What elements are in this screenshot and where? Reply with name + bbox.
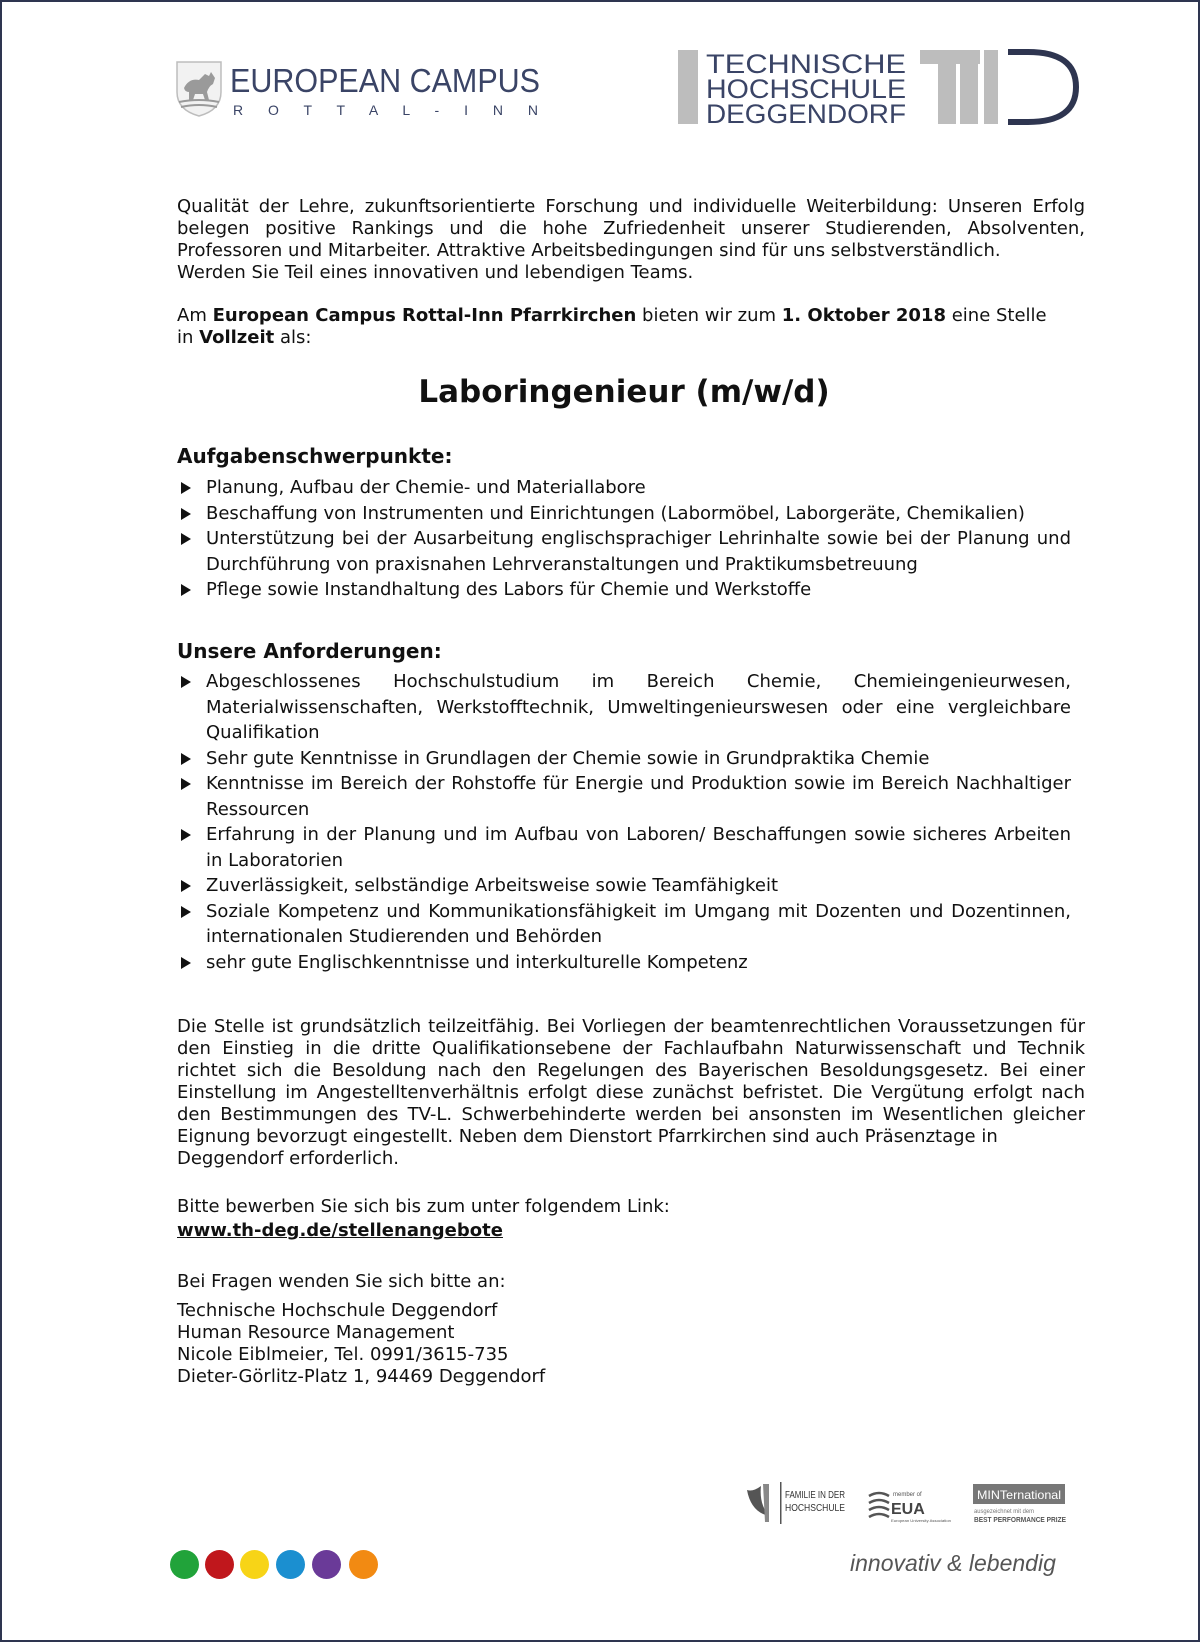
- mint-sub1: ausgezeichnet mit dem: [974, 1509, 1034, 1515]
- contact-intro: Bei Fragen wenden Sie sich bitte an:: [177, 1271, 506, 1292]
- list-item: Abgeschlossenes Hochschulstudium im Bereich Chemie, Chemieingenieurwesen, Materialwissenschaften, Werkstofftechnik, Umweltingenieurswesen oder eine vergleichbare Qualifikation: [177, 669, 1071, 746]
- job-title: Laboringenieur (m/w/d): [418, 374, 830, 410]
- color-dot: [240, 1550, 269, 1579]
- conditions-last-line: Deggendorf erforderlich.: [177, 1148, 400, 1169]
- requirements-heading: Unsere Anforderungen:: [177, 639, 442, 663]
- application-link[interactable]: www.th-deg.de/stellenangebote: [177, 1220, 503, 1241]
- thd-line1: TECHNISCHE: [706, 49, 906, 79]
- thd-line3: DEGGENDORF: [706, 99, 906, 126]
- color-dot: [205, 1550, 234, 1579]
- familie-in-der-hochschule-logo: [747, 1482, 845, 1524]
- tasks-heading: Aufgabenschwerpunkte:: [177, 444, 453, 468]
- offer-paragraph: [177, 305, 1085, 349]
- list-item: Erfahrung in der Planung und im Aufbau von Laboren/ Beschaffungen sowie sicheres Arbeiten in Laboratorien: [177, 822, 1071, 873]
- offer-date: 1. Oktober 2018: [781, 305, 946, 326]
- contact-line: Human Resource Management: [177, 1322, 455, 1343]
- list-item: Zuverlässigkeit, selbständige Arbeitsweise sowie Teamfähigkeit: [177, 873, 1071, 899]
- conditions-text: Die Stelle ist grundsätzlich teilzeitfähig. Bei Vorliegen der beamtenrechtlichen Voraussetzungen für den Einstieg in die dritte Qualifikationsebene der Fachlaufbahn Naturwissenschaft und Technik richtet sich die Besoldung nach den Regelungen des Bayerischen Besoldungsgesetz. Bei einer Einstellung im Angestelltenverhältnis erfolgt diese zunächst befristet. Die Vergütung erfolgt nach den Bestimmungen des TV-L. Schwerbehinderte werden bei ansonsten im Wesentlichen gleicher Eignung bevorzugt eingestellt. Neben dem Dienstort Pfarrkirchen sind auch Präsenztage in: [177, 1016, 1085, 1147]
- color-dot: [276, 1550, 305, 1579]
- contact-line: Nicole Eiblmeier, Tel. 0991/3615-735: [177, 1344, 509, 1365]
- offer-suffix1: eine Stelle: [945, 305, 1047, 326]
- list-item: Planung, Aufbau der Chemie- und Materiallabore: [177, 475, 1071, 501]
- list-item: Sehr gute Kenntnisse in Grundlagen der Chemie sowie in Grundpraktika Chemie: [177, 746, 1071, 772]
- intro-paragraph: [177, 196, 1085, 284]
- intro-last-line: Werden Sie Teil eines innovativen und lebendigen Teams.: [177, 262, 694, 283]
- thd-bar-left: [678, 50, 698, 124]
- color-dot: [312, 1550, 341, 1579]
- list-item: Soziale Kompetenz und Kommunikationsfähigkeit im Umgang mit Dozenten und Dozentinnen, internationalen Studierenden und Behörden: [177, 899, 1071, 950]
- contact-address: [177, 1300, 545, 1388]
- thd-line2: HOCHSCHULE: [706, 74, 906, 104]
- conditions-paragraph: [177, 1016, 1085, 1170]
- eua-sub-text: European University Association: [891, 1518, 951, 1523]
- mint-text: MINTernational: [977, 1488, 1061, 1502]
- minternational-logo: [973, 1484, 1066, 1524]
- list-item: Pflege sowie Instandhaltung des Labors für Chemie und Werkstoffe: [177, 577, 1071, 603]
- familie-line2: HOCHSCHULE: [785, 1503, 846, 1514]
- eua-small-text: member of: [893, 1492, 922, 1498]
- contact-line: Technische Hochschule Deggendorf: [177, 1300, 498, 1321]
- mint-sub2: BEST PERFORMANCE PRIZE: [974, 1517, 1067, 1524]
- tasks-list: [177, 475, 1071, 603]
- list-item: Beschaffung von Instrumenten und Einrichtungen (Labormöbel, Laborgeräte, Chemikalien): [177, 501, 1071, 527]
- eua-logo: [869, 1492, 951, 1523]
- eua-text: EUA: [891, 1501, 925, 1518]
- list-item: Unterstützung bei der Ausarbeitung englischsprachiger Lehrinhalte sowie bei der Planung und Durchführung von praxisnahen Lehrveranstaltungen und Praktikumsbetreuung: [177, 526, 1071, 577]
- horse-crest-icon: [177, 62, 221, 116]
- contact-line: Dieter-Görlitz-Platz 1, 94469 Deggendorf: [177, 1366, 546, 1387]
- intro-text: Qualität der Lehre, zukunftsorientierte Forschung und individuelle Weiterbildung: Unseren Erfolg belegen positive Rankings und die hohe Zufriedenheit unserer Studierenden, Absolventen, Professoren und Mitarbeiter. Attraktive Arbeitsbedingungen sind für uns selbstverständlich.: [177, 196, 1085, 261]
- ec-name-line1: EUROPEAN CAMPUS: [230, 62, 540, 99]
- requirements-list: [177, 669, 1071, 975]
- color-dot: [349, 1550, 378, 1579]
- list-item: sehr gute Englischkenntnisse und interkulturelle Kompetenz: [177, 950, 1071, 976]
- familie-line1: FAMILIE IN DER: [785, 1490, 845, 1501]
- apply-text: Bitte bewerben Sie sich bis zum unter folgendem Link:: [177, 1196, 670, 1217]
- offer-prefix: Am: [177, 305, 213, 326]
- footer-partner-logos: [745, 1482, 1075, 1532]
- european-campus-logo: [175, 58, 545, 120]
- color-dot: [170, 1550, 199, 1579]
- list-item: Kenntnisse im Bereich der Rohstoffe für Energie und Produktion sowie im Bereich Nachhaltiger Ressourcen: [177, 771, 1071, 822]
- offer-in: in: [177, 327, 200, 348]
- offer-middle: bieten wir zum: [636, 305, 782, 326]
- offer-suffix2: als:: [274, 327, 312, 348]
- thd-logo: [678, 48, 1096, 126]
- offer-location: European Campus Rottal-Inn Pfarrkirchen: [212, 305, 637, 326]
- ec-name-line2: R O T T A L - I N N: [233, 102, 538, 118]
- slogan: innovativ & lebendig: [850, 1550, 1056, 1576]
- offer-type: Vollzeit: [199, 327, 275, 348]
- thd-monogram-icon: [920, 50, 1076, 124]
